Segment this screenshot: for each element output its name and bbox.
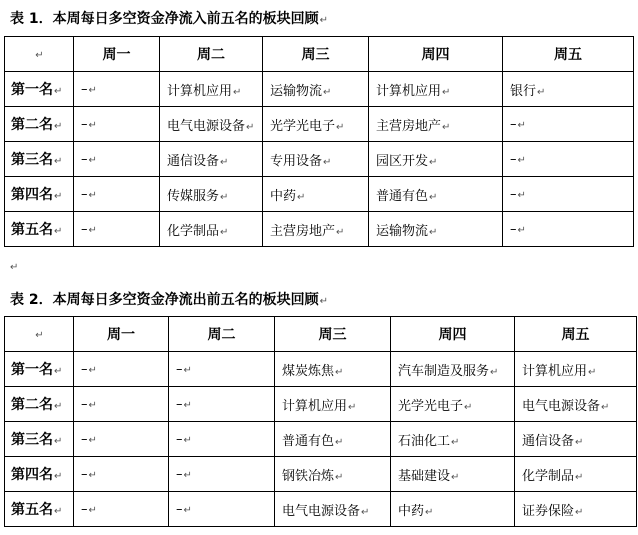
- rank-label: 第四名↵: [5, 177, 74, 212]
- table-cell: 通信设备↵: [515, 422, 637, 457]
- table-cell: –↵: [74, 142, 160, 177]
- table-cell: –↵: [74, 177, 160, 212]
- table-cell: 化学制品↵: [515, 457, 637, 492]
- table-row: [5, 142, 634, 177]
- table-cell: 通信设备↵: [160, 142, 263, 177]
- table-cell: –↵: [503, 142, 634, 177]
- table-cell: 钢铁冶炼↵: [275, 457, 391, 492]
- table2-header-fri: 周五: [515, 317, 637, 352]
- cell-mark: ↵: [35, 330, 44, 341]
- table1-header-wed: 周三: [263, 37, 369, 72]
- rank-label: 第二名↵: [5, 387, 74, 422]
- table2-corner-cell: [5, 317, 74, 352]
- table1-header-mon: 周一: [74, 37, 160, 72]
- rank-label: 第四名↵: [5, 457, 74, 492]
- table-cell: 专用设备↵: [263, 142, 369, 177]
- table-cell: 计算机应用↵: [275, 387, 391, 422]
- table-cell: –↵: [503, 107, 634, 142]
- table-cell: 中药↵: [263, 177, 369, 212]
- rank-label: 第一名↵: [5, 352, 74, 387]
- table2-header-row: [5, 317, 637, 352]
- table1-corner-cell: [5, 37, 74, 72]
- table-row: [5, 212, 634, 247]
- rank-label: 第一名↵: [5, 72, 74, 107]
- rank-label: 第三名↵: [5, 142, 74, 177]
- table1-inflow-top5: [4, 36, 634, 247]
- table-cell: –↵: [74, 352, 169, 387]
- table2-header-thu: 周四: [391, 317, 515, 352]
- rank-label: 第五名↵: [5, 212, 74, 247]
- table1-caption: [10, 8, 328, 28]
- table-cell: 银行↵: [503, 72, 634, 107]
- table2-outflow-top5: [4, 316, 637, 527]
- table1-header-thu: 周四: [369, 37, 503, 72]
- table-row: [5, 177, 634, 212]
- table-cell: –↵: [169, 457, 275, 492]
- table2-header-mon: 周一: [74, 317, 169, 352]
- table-cell: 电气电源设备↵: [160, 107, 263, 142]
- table-row: [5, 107, 634, 142]
- table-cell: 主营房地产↵: [263, 212, 369, 247]
- table-cell: 园区开发↵: [369, 142, 503, 177]
- table-cell: –↵: [169, 492, 275, 527]
- cell-mark: ↵: [35, 50, 44, 61]
- table-cell: 运输物流↵: [263, 72, 369, 107]
- table-cell: 普通有色↵: [275, 422, 391, 457]
- paragraph-mark: ↵: [319, 296, 329, 307]
- table2-caption-text: 表 2．本周每日多空资金净流出前五名的板块回顾: [10, 292, 319, 308]
- table-row: [5, 72, 634, 107]
- table-row: [5, 352, 637, 387]
- table-row: [5, 422, 637, 457]
- table-cell: –↵: [74, 457, 169, 492]
- table-cell: –↵: [169, 352, 275, 387]
- table1-header-tue: 周二: [160, 37, 263, 72]
- table-cell: –↵: [74, 72, 160, 107]
- paragraph-mark: ↵: [319, 15, 329, 26]
- table-cell: 基础建设↵: [391, 457, 515, 492]
- table-cell: 计算机应用↵: [369, 72, 503, 107]
- table-cell: 汽车制造及服务↵: [391, 352, 515, 387]
- table-cell: 计算机应用↵: [515, 352, 637, 387]
- table-cell: 光学光电子↵: [391, 387, 515, 422]
- table-cell: 中药↵: [391, 492, 515, 527]
- table-cell: 电气电源设备↵: [275, 492, 391, 527]
- table-cell: 运输物流↵: [369, 212, 503, 247]
- table-cell: 普通有色↵: [369, 177, 503, 212]
- table-cell: 传媒服务↵: [160, 177, 263, 212]
- table-cell: –↵: [74, 492, 169, 527]
- table-cell: 电气电源设备↵: [515, 387, 637, 422]
- table-row: [5, 457, 637, 492]
- table-cell: 计算机应用↵: [160, 72, 263, 107]
- table-cell: –↵: [169, 422, 275, 457]
- table-row: [5, 387, 637, 422]
- table-cell: –↵: [74, 107, 160, 142]
- table-cell: –↵: [74, 387, 169, 422]
- table1-header-row: [5, 37, 634, 72]
- table2-header-tue: 周二: [169, 317, 275, 352]
- table-cell: 煤炭炼焦↵: [275, 352, 391, 387]
- table-cell: –↵: [74, 212, 160, 247]
- rank-label: 第二名↵: [5, 107, 74, 142]
- table1-caption-text: 表 1．本周每日多空资金净流入前五名的板块回顾: [10, 11, 319, 27]
- table2-caption: [10, 289, 328, 309]
- table-cell: 化学制品↵: [160, 212, 263, 247]
- table-cell: –↵: [503, 212, 634, 247]
- table-cell: 证券保险↵: [515, 492, 637, 527]
- table-cell: 主营房地产↵: [369, 107, 503, 142]
- table-cell: 光学光电子↵: [263, 107, 369, 142]
- table-row: [5, 492, 637, 527]
- table2-header-wed: 周三: [275, 317, 391, 352]
- table-cell: –↵: [169, 387, 275, 422]
- table1-header-fri: 周五: [503, 37, 634, 72]
- empty-paragraph-mark: ↵: [10, 262, 19, 273]
- rank-label: 第五名↵: [5, 492, 74, 527]
- rank-label: 第三名↵: [5, 422, 74, 457]
- table-cell: –↵: [74, 422, 169, 457]
- table-cell: –↵: [503, 177, 634, 212]
- table-cell: 石油化工↵: [391, 422, 515, 457]
